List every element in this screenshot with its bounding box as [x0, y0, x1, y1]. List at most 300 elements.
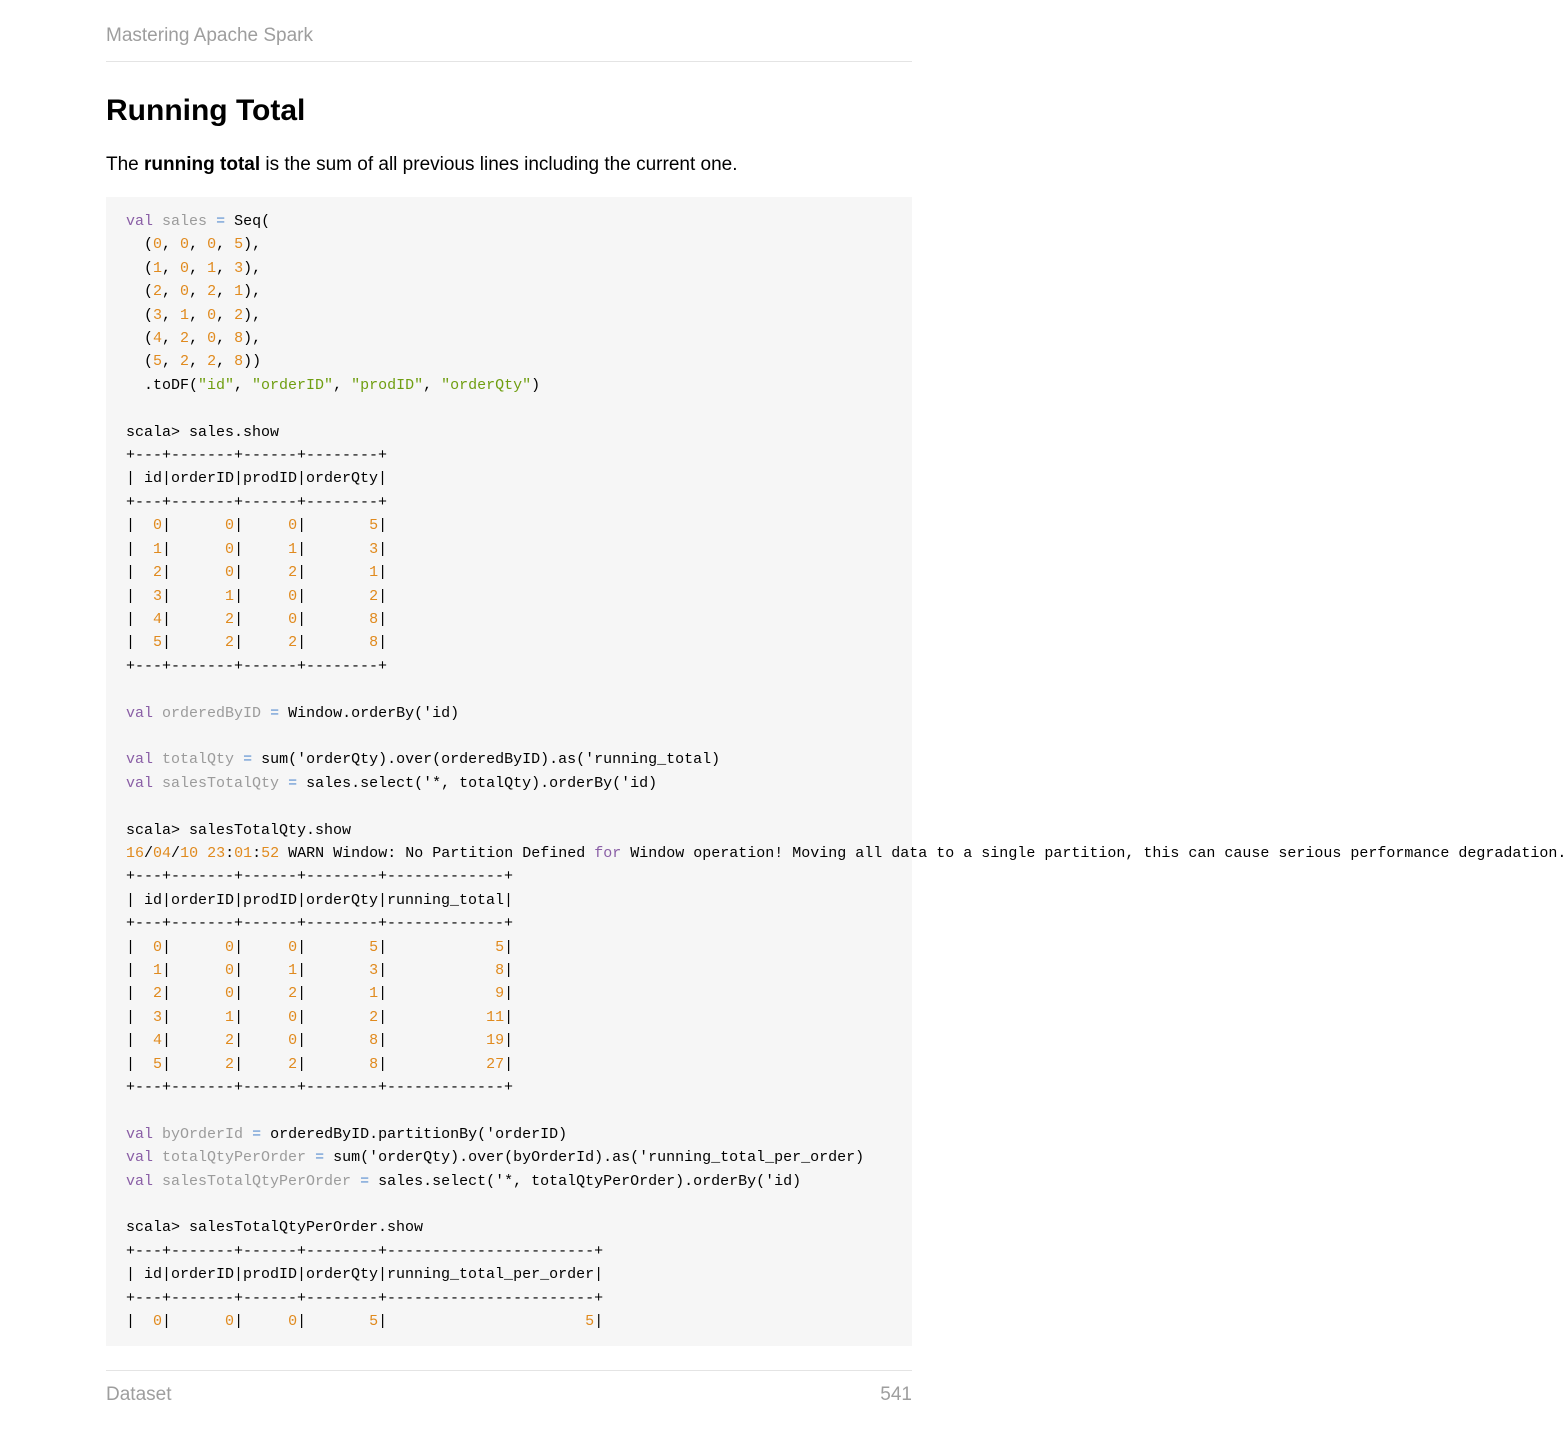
code-text: , — [234, 376, 253, 394]
code-text: ), — [243, 283, 262, 301]
code-number: 0 — [153, 938, 163, 956]
code-text — [243, 1126, 252, 1143]
code-text: WARN Window: No Partition Defined — [279, 844, 595, 862]
code-text: | — [504, 962, 514, 979]
code-text: | — [234, 1008, 289, 1026]
code-text: | — [297, 1055, 370, 1073]
code-text: | — [126, 1055, 154, 1073]
code-number: 11 — [486, 1008, 505, 1026]
code-text: sum('orderQty).over(byOrderId).as('running_total_per_order) — [324, 1149, 865, 1167]
code-number: 2 — [153, 985, 163, 1003]
code-text: | — [378, 1313, 586, 1331]
code-number: 3 — [369, 962, 379, 979]
code-string: "orderID" — [252, 376, 334, 394]
code-text: , — [333, 376, 352, 394]
code-text: | — [234, 517, 289, 535]
code-text: | — [297, 517, 370, 535]
code-number: 52 — [261, 844, 280, 862]
code-text: | — [504, 1008, 514, 1026]
code-text: sum('orderQty).over(orderedByID).as('running_total) — [252, 751, 721, 769]
code-text: | — [162, 610, 226, 628]
code-line — [126, 213, 270, 230]
code-text: | — [162, 938, 226, 956]
code-variable: orderedByID — [162, 704, 262, 722]
code-number: 2 — [369, 587, 379, 605]
code-variable: salesTotalQty — [162, 774, 280, 792]
code-operator: = — [243, 751, 253, 769]
code-number: 0 — [180, 259, 190, 277]
code-text: | — [378, 962, 496, 979]
code-text: +---+-------+------+--------+-----------------------+ — [126, 1242, 604, 1260]
code-number: 0 — [180, 236, 190, 254]
code-number: 5 — [369, 1313, 379, 1331]
code-number: 0 — [288, 587, 298, 605]
code-number: 2 — [288, 634, 298, 652]
code-text: | — [162, 564, 226, 582]
code-text: | — [234, 1032, 289, 1050]
code-text: , — [189, 353, 208, 371]
code-text: | — [162, 962, 226, 979]
code-line — [126, 868, 513, 885]
code-text: | — [234, 540, 289, 558]
code-line — [126, 517, 387, 534]
code-text: , — [216, 353, 235, 371]
code-text: , — [189, 259, 208, 277]
code-text: | — [126, 985, 154, 1003]
code-line — [126, 1009, 513, 1026]
code-text — [153, 705, 162, 722]
code-number: 19 — [486, 1032, 505, 1050]
code-number: 1 — [234, 283, 244, 301]
code-text: | — [504, 938, 514, 956]
code-text: , — [216, 259, 235, 277]
code-number: 1 — [180, 306, 190, 324]
code-number: 0 — [207, 330, 217, 348]
code-number: 1 — [225, 587, 235, 605]
code-text: | id|orderID|prodID|orderQty|running_total| — [126, 891, 514, 909]
code-line — [126, 658, 387, 675]
code-text: | — [126, 1032, 154, 1050]
code-text: | — [297, 1313, 370, 1331]
code-text: ), — [243, 306, 262, 324]
book-title: Mastering Apache Spark — [106, 25, 314, 46]
code-number: 0 — [225, 985, 235, 1003]
code-text: | — [378, 1008, 487, 1026]
code-text: +---+-------+------+--------+-------------+ — [126, 1079, 514, 1097]
code-text: / — [144, 844, 154, 862]
code-number: 4 — [153, 330, 163, 348]
code-text: | — [378, 540, 388, 558]
code-number: 01 — [234, 844, 253, 862]
code-line — [126, 353, 261, 370]
code-text: , — [162, 283, 181, 301]
code-line — [126, 962, 513, 979]
code-text: ( — [126, 283, 154, 301]
code-text: | — [378, 985, 496, 1003]
code-line — [126, 1219, 423, 1236]
code-text: scala> salesTotalQty.show — [126, 821, 352, 839]
code-number: 5 — [369, 938, 379, 956]
code-number: 1 — [225, 1008, 235, 1026]
code-text: | — [504, 1055, 514, 1073]
code-string: "prodID" — [351, 376, 424, 394]
code-line — [126, 588, 387, 605]
code-number: 4 — [153, 1032, 163, 1050]
code-text: ) — [531, 376, 541, 394]
code-number: 2 — [288, 985, 298, 1003]
code-line — [126, 236, 261, 253]
code-text: Seq( — [225, 213, 271, 230]
code-line — [126, 260, 261, 277]
code-number: 0 — [288, 1008, 298, 1026]
code-text: : — [252, 844, 262, 862]
code-number: 8 — [234, 353, 244, 371]
code-line — [126, 1173, 801, 1190]
code-text: , — [216, 236, 235, 254]
code-text: , — [189, 283, 208, 301]
code-text: | — [297, 564, 370, 582]
code-number: 0 — [225, 962, 235, 979]
code-number: 3 — [369, 540, 379, 558]
code-text: | — [126, 587, 154, 605]
code-line — [126, 1313, 603, 1330]
code-text: | — [126, 564, 154, 582]
code-text: +---+-------+------+--------+ — [126, 493, 388, 511]
code-text: : — [225, 844, 235, 862]
section-heading: Running Total — [106, 94, 306, 127]
code-number: 27 — [486, 1055, 505, 1073]
code-text: +---+-------+------+--------+ — [126, 657, 388, 675]
code-text: | — [162, 1313, 226, 1331]
code-keyword: for — [594, 844, 622, 862]
code-number: 0 — [288, 517, 298, 535]
code-text: | — [234, 634, 289, 652]
code-number: 10 — [180, 844, 199, 862]
code-text: scala> salesTotalQtyPerOrder.show — [126, 1219, 424, 1237]
code-text: +---+-------+------+--------+-----------------------+ — [126, 1289, 604, 1307]
code-number: 0 — [288, 610, 298, 628]
code-line — [126, 611, 387, 628]
code-number: 0 — [207, 306, 217, 324]
code-text: ( — [126, 306, 154, 324]
code-number: 23 — [207, 844, 226, 862]
code-line — [126, 330, 261, 347]
code-text: | — [378, 587, 388, 605]
code-text: | — [126, 610, 154, 628]
code-text: , — [162, 236, 181, 254]
code-text: | — [297, 634, 370, 652]
code-keyword: val — [126, 1125, 154, 1143]
code-keyword: val — [126, 213, 154, 230]
code-text: , — [162, 330, 181, 348]
code-string: "id" — [198, 376, 235, 394]
code-text: | — [162, 587, 226, 605]
code-line — [126, 845, 1566, 862]
code-text: Window operation! Moving all data to a single partition, this can cause serious performance degradation. — [621, 844, 1566, 862]
code-number: 2 — [153, 283, 163, 301]
code-line — [126, 283, 261, 300]
code-keyword: val — [126, 751, 154, 769]
code-line — [126, 892, 513, 909]
code-number: 2 — [369, 1008, 379, 1026]
code-variable: sales — [162, 213, 208, 230]
code-number: 2 — [225, 1032, 235, 1050]
code-operator: = — [360, 1172, 370, 1190]
code-text: ( — [126, 236, 154, 254]
code-line — [126, 1126, 567, 1143]
code-text: | — [234, 1055, 289, 1073]
code-line — [126, 1149, 864, 1166]
code-text: ( — [126, 353, 154, 371]
code-line — [126, 541, 387, 558]
code-text: , — [216, 306, 235, 324]
code-text — [153, 1173, 162, 1190]
code-number: 5 — [153, 353, 163, 371]
code-number: 16 — [126, 844, 145, 862]
code-text: , — [162, 353, 181, 371]
code-number: 2 — [288, 1055, 298, 1073]
code-text: +---+-------+------+--------+-------------+ — [126, 868, 514, 886]
page-footer — [106, 1370, 912, 1421]
code-number: 0 — [288, 1313, 298, 1331]
code-line — [126, 564, 387, 581]
code-number: 3 — [153, 306, 163, 324]
code-operator: = — [288, 774, 298, 792]
code-text: | — [162, 517, 226, 535]
code-line — [126, 915, 513, 932]
code-text: ( — [126, 259, 154, 277]
code-text: scala> sales.show — [126, 423, 280, 441]
code-keyword: val — [126, 1172, 154, 1190]
code-text: | — [126, 938, 154, 956]
code-number: 2 — [207, 283, 217, 301]
code-text: | — [126, 1008, 154, 1026]
code-text: , — [216, 283, 235, 301]
code-text: | — [162, 1055, 226, 1073]
code-number: 5 — [153, 634, 163, 652]
code-text: | — [297, 938, 370, 956]
code-text: / — [171, 844, 181, 862]
code-text — [153, 751, 162, 768]
code-text: | — [594, 1313, 604, 1331]
code-line — [126, 1266, 603, 1283]
code-line — [126, 1243, 603, 1260]
code-number: 2 — [153, 564, 163, 582]
code-number: 1 — [288, 540, 298, 558]
code-number: 2 — [207, 353, 217, 371]
code-text: | — [126, 962, 154, 979]
code-text: ( — [126, 330, 154, 348]
code-text: | — [378, 564, 388, 582]
code-text: | — [234, 564, 289, 582]
code-text: Window.orderBy('id) — [279, 704, 460, 722]
code-number: 04 — [153, 844, 172, 862]
code-number: 2 — [180, 353, 190, 371]
code-number: 3 — [234, 259, 244, 277]
code-number: 1 — [153, 962, 163, 979]
code-operator: = — [252, 1125, 262, 1143]
code-text — [198, 845, 207, 862]
code-text — [234, 751, 243, 768]
code-number: 0 — [225, 517, 235, 535]
code-number: 9 — [495, 985, 505, 1003]
code-text: , — [162, 306, 181, 324]
code-number: 1 — [207, 259, 217, 277]
code-text: | — [126, 540, 154, 558]
code-line — [126, 307, 261, 324]
code-line — [126, 751, 720, 768]
code-line — [126, 377, 540, 394]
code-text: | — [378, 517, 388, 535]
code-number: 0 — [153, 517, 163, 535]
code-keyword: val — [126, 774, 154, 792]
code-number: 0 — [153, 1313, 163, 1331]
code-number: 8 — [369, 1032, 379, 1050]
code-number: 1 — [153, 540, 163, 558]
code-text: | — [234, 587, 289, 605]
page-header — [106, 24, 912, 62]
code-number: 1 — [288, 962, 298, 979]
code-text: , — [423, 376, 442, 394]
code-number: 0 — [288, 938, 298, 956]
code-text: , — [189, 306, 208, 324]
code-text: , — [162, 259, 181, 277]
code-number: 2 — [225, 610, 235, 628]
code-number: 1 — [369, 564, 379, 582]
code-line — [126, 1032, 513, 1049]
code-number: 5 — [495, 938, 505, 956]
code-text — [351, 1173, 360, 1190]
code-line — [126, 822, 351, 839]
code-listing — [106, 197, 1566, 1334]
code-number: 0 — [180, 283, 190, 301]
code-text: ), — [243, 259, 262, 277]
chapter-name: Dataset — [106, 1384, 172, 1405]
code-number: 2 — [234, 306, 244, 324]
code-text: | — [126, 517, 154, 535]
code-text: | — [162, 634, 226, 652]
code-text: sales.select('*, totalQtyPerOrder).orderBy('id) — [369, 1172, 802, 1190]
code-number: 5 — [234, 236, 244, 254]
code-text: | — [297, 1032, 370, 1050]
code-text: | — [234, 1313, 289, 1331]
code-text: | — [378, 1055, 487, 1073]
code-text: .toDF( — [126, 376, 199, 394]
code-number: 0 — [225, 564, 235, 582]
code-text — [153, 213, 162, 230]
code-text — [261, 705, 270, 722]
code-text: | — [297, 540, 370, 558]
code-block — [106, 197, 1566, 1346]
code-text: | — [126, 1313, 154, 1331]
code-number: 1 — [369, 985, 379, 1003]
code-text: )) — [243, 353, 262, 371]
code-variable: totalQtyPerOrder — [162, 1149, 307, 1167]
code-text: | — [234, 962, 289, 979]
intro-paragraph — [106, 152, 738, 178]
code-number: 0 — [153, 236, 163, 254]
code-text: | — [234, 985, 289, 1003]
code-text — [306, 1149, 315, 1166]
code-number: 0 — [288, 1032, 298, 1050]
code-number: 3 — [153, 1008, 163, 1026]
code-text: | id|orderID|prodID|orderQty| — [126, 470, 388, 488]
code-operator: = — [270, 704, 280, 722]
code-text: , — [216, 330, 235, 348]
code-line — [126, 1079, 513, 1096]
code-line — [126, 939, 513, 956]
page-number: 541 — [880, 1384, 912, 1405]
code-text: | — [504, 1032, 514, 1050]
intro-text-before: The — [106, 154, 145, 175]
code-text: | — [297, 962, 370, 979]
code-text: , — [189, 330, 208, 348]
code-text: | — [162, 1008, 226, 1026]
code-text: | — [297, 985, 370, 1003]
code-line — [126, 985, 513, 1002]
code-text: | — [162, 1032, 226, 1050]
code-text — [207, 213, 216, 230]
code-number: 5 — [369, 517, 379, 535]
code-variable: byOrderId — [162, 1125, 244, 1143]
code-text — [153, 1126, 162, 1143]
code-line — [126, 705, 459, 722]
code-text: | — [234, 938, 289, 956]
code-text: | — [297, 587, 370, 605]
code-line — [126, 424, 279, 441]
code-line — [126, 634, 387, 651]
code-text — [153, 775, 162, 792]
code-text: | — [378, 938, 496, 956]
code-text: | — [378, 1032, 487, 1050]
code-text: | — [234, 610, 289, 628]
code-text: | — [126, 634, 154, 652]
code-number: 2 — [180, 330, 190, 348]
code-number: 5 — [153, 1055, 163, 1073]
code-line — [126, 447, 387, 464]
code-text: ), — [243, 236, 262, 254]
code-number: 4 — [153, 610, 163, 628]
code-number: 8 — [369, 610, 379, 628]
code-text: | — [378, 634, 388, 652]
code-text — [153, 1149, 162, 1166]
code-number: 3 — [153, 587, 163, 605]
code-number: 0 — [207, 236, 217, 254]
code-text: | — [378, 610, 388, 628]
code-text: ), — [243, 330, 262, 348]
code-string: "orderQty" — [441, 376, 532, 394]
code-text: +---+-------+------+--------+-------------+ — [126, 915, 514, 933]
code-text: | — [162, 540, 226, 558]
code-line — [126, 494, 387, 511]
code-line — [126, 470, 387, 487]
code-line — [126, 1290, 603, 1307]
code-text: orderedByID.partitionBy('orderID) — [261, 1125, 568, 1143]
code-text: | — [504, 985, 514, 1003]
code-number: 0 — [225, 540, 235, 558]
code-text: sales.select('*, totalQty).orderBy('id) — [297, 774, 658, 792]
code-number: 0 — [225, 938, 235, 956]
code-text — [279, 775, 288, 792]
code-variable: salesTotalQtyPerOrder — [162, 1172, 352, 1190]
intro-text-after: is the sum of all previous lines including the current one. — [260, 154, 738, 175]
code-line — [126, 775, 657, 792]
code-text: | — [297, 1008, 370, 1026]
code-text: | id|orderID|prodID|orderQty|running_total_per_order| — [126, 1266, 604, 1284]
code-number: 2 — [225, 1055, 235, 1073]
code-number: 5 — [585, 1313, 595, 1331]
code-text: | — [162, 985, 226, 1003]
